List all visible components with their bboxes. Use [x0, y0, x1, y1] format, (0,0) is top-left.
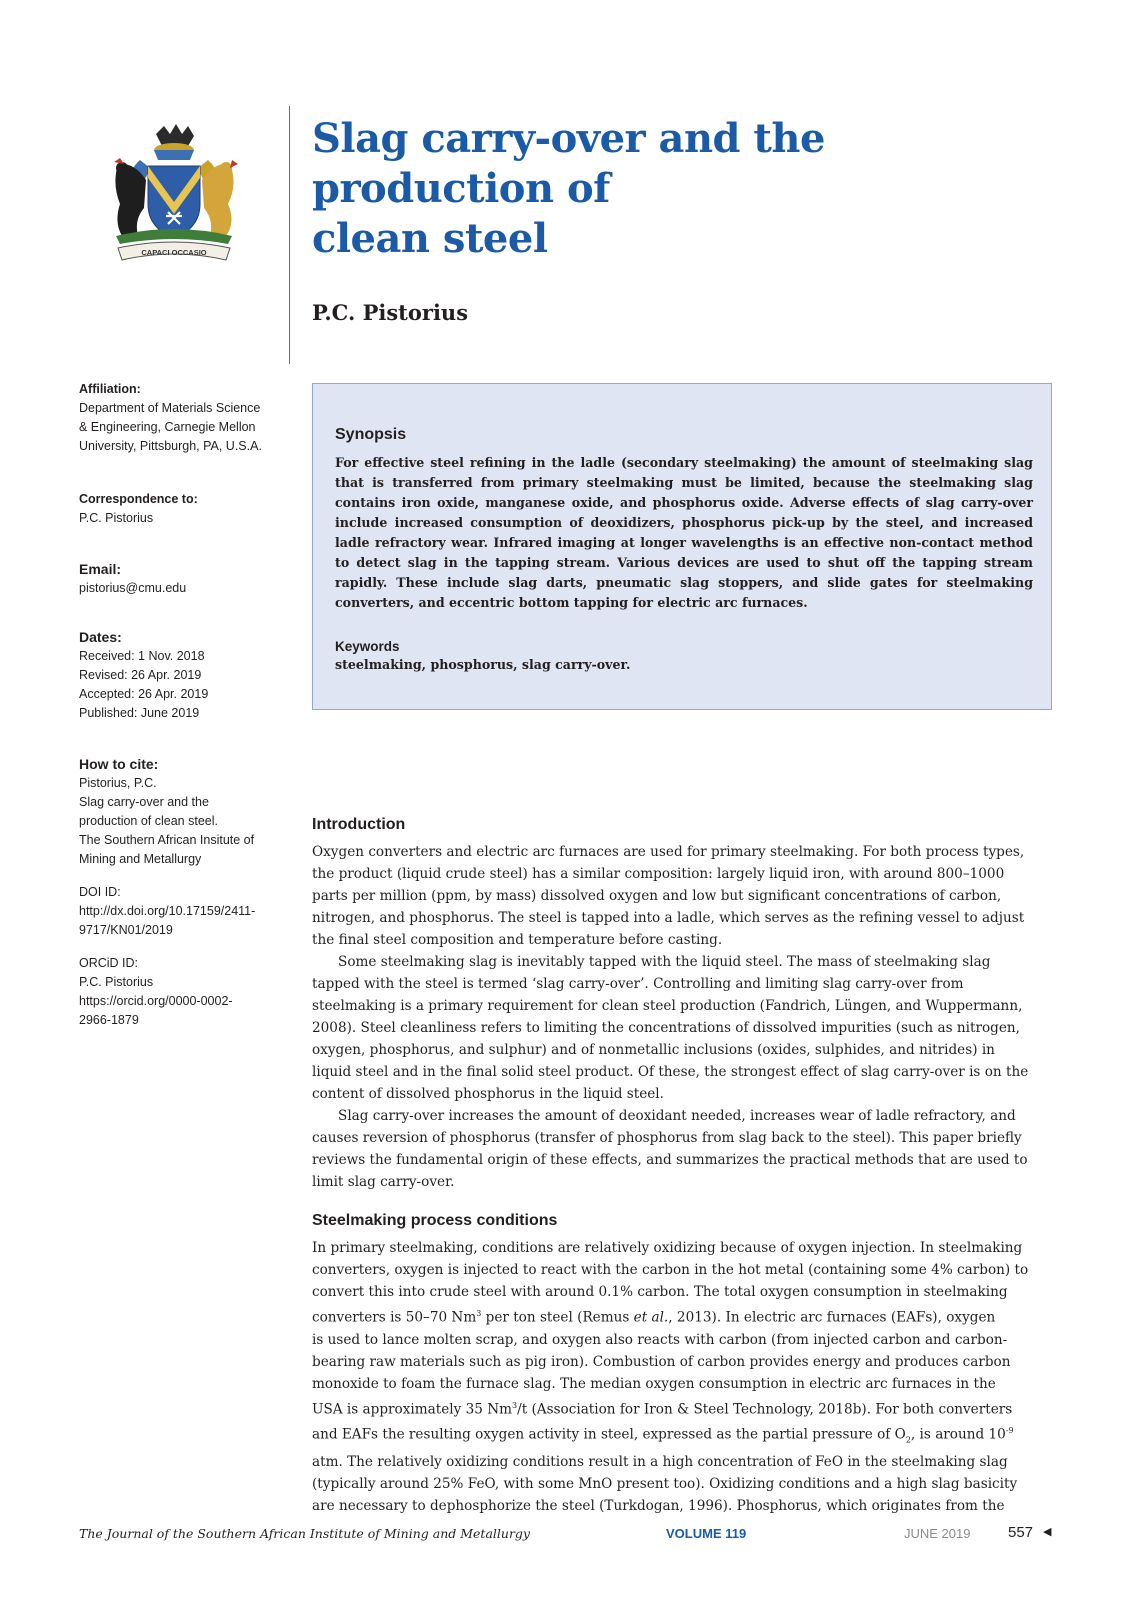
process-body: [312, 1237, 1048, 1517]
body-line: nitrogen, and phosphorus. The steel is tapped into a ladle, which serves as the refining vessel to adjust: [312, 910, 1025, 926]
body-line: Oxygen converters and electric arc furnaces are used for primary steelmaking. For both process types,: [312, 844, 1025, 860]
correspondence-block: [79, 490, 279, 528]
email-label: Email:: [79, 561, 122, 577]
doi-link-line[interactable]: 9717/KN01/2019: [79, 923, 173, 937]
text-run: , 2013). In electric arc furnaces (EAFs), oxygen: [668, 1309, 996, 1326]
keywords-heading: Keywords: [335, 639, 400, 654]
title-line: clean steel: [312, 215, 548, 262]
body-line: is used to lance molten scrap, and oxygen also reacts with carbon (from injected carbon and carbon-: [312, 1331, 1008, 1348]
superscript: 3: [512, 1400, 518, 1410]
affiliation-block: [79, 380, 279, 456]
synopsis-box: [312, 383, 1052, 710]
body-line: converters, oxygen is injected to react with the carbon in the hot metal (containing some 4% carbon) to: [312, 1262, 1029, 1278]
body-line: content of dissolved phosphorus in the liquid steel.: [312, 1086, 664, 1102]
synopsis-text: For effective steel refining in the ladle (secondary steelmaking) the amount of steelmaking slag that is transferred from primary steelmaking must be limited, because the steelmaking slag contains iron oxide, manganese oxide, and phosphorus oxide. Adverse effects of slag carry-over include increased consumption of deoxidizers, phosphorus pick-up by the steel, and increased ladle refractory wear. Infrared imaging at longer wavelengths is an effective non-contact method to detect slag in the tapping stream. Various devices are used to shut off the tapping stream rapidly. These include slag darts, pneumatic slag stoppers, and slide gates for steelmaking converters, and eccentric bottom tapping for electric arc furnaces.: [335, 455, 1033, 610]
body-line: Some steelmaking slag is inevitably tapped with the liquid steel. The mass of steelmaking slag: [338, 954, 991, 970]
text-run: /t (Association for Iron & Steel Technology, 2018b). For both converters: [517, 1401, 1013, 1418]
affiliation-line: & Engineering, Carnegie Mellon: [79, 420, 256, 434]
vertical-divider: [289, 106, 290, 364]
dates-label: Dates:: [79, 629, 122, 645]
body-line: causes reversion of phosphorus (transfer of phosphorus from slag back to the steel). This paper briefly: [312, 1130, 1022, 1146]
process-heading: Steelmaking process conditions: [312, 1212, 558, 1229]
body-line: reviews the fundamental origin of these effects, and summarizes the practical methods that are used to: [312, 1152, 1028, 1168]
cite-line: Slag carry-over and the: [79, 795, 209, 809]
orcid-block: [79, 954, 279, 1030]
body-line: bearing raw materials such as pig iron). Combustion of carbon provides energy and produces carbon: [312, 1353, 1011, 1370]
footer-journal-name: The Journal of the Southern African Institute of Mining and Metallurgy: [79, 1526, 530, 1541]
italic-run: et al.: [633, 1309, 669, 1326]
synopsis-heading: Synopsis: [335, 426, 407, 443]
cite-line: production of clean steel.: [79, 814, 218, 828]
body-line: atm. The relatively oxidizing conditions result in a high concentration of FeO in the steelmaking slag: [312, 1454, 1008, 1471]
affiliation-line: University, Pittsburgh, PA, U.S.A.: [79, 439, 262, 453]
date-line: Revised: 26 Apr. 2019: [79, 668, 202, 682]
text-run: per ton steel (Remus: [481, 1309, 634, 1326]
footer-date: JUNE 2019: [904, 1526, 971, 1541]
footer-volume: VOLUME 119: [666, 1526, 747, 1541]
article-title: [312, 114, 1052, 264]
body-line: are necessary to dephosphorize the steel (Turkdogan, 1996). Phosphorus, which originates from the: [312, 1498, 1005, 1515]
body-line: oxygen, phosphorus, and sulphur) and of nonmetallic inclusions (oxides, sulphides, and nitrides) in: [312, 1042, 995, 1058]
cite-block: [79, 755, 279, 869]
body-line: steelmaking is a primary requirement for clean steel production (Fandrich, Lüngen, and Wuppermann,: [312, 998, 1023, 1014]
affiliation-label: Affiliation:: [79, 382, 141, 396]
orcid-label: ORCiD ID:: [79, 956, 139, 970]
text-run: and EAFs the resulting oxygen activity in steel, expressed as the partial pressure of O: [312, 1426, 906, 1443]
email-block: [79, 560, 279, 598]
email-link[interactable]: pistorius@cmu.edu: [79, 581, 187, 595]
superscript: 3: [476, 1309, 482, 1318]
body-line: [312, 1303, 1048, 1329]
body-line: 2008). Steel cleanliness refers to limiting the concentrations of dissolved impurities (such as nitrogen,: [312, 1020, 1020, 1036]
cite-line: The Southern African Insitute of: [79, 833, 255, 847]
body-line: [312, 1395, 1048, 1421]
cite-line: Mining and Metallurgy: [79, 852, 202, 866]
correspondence-label: Correspondence to:: [79, 492, 198, 506]
body-line: convert this into crude steel with around 0.1% carbon. The total oxygen consumption in steelmaking: [312, 1284, 1008, 1300]
institute-crest-logo: [104, 124, 244, 269]
doi-block: [79, 883, 279, 940]
body-line: [312, 1420, 1048, 1451]
body-line: the final steel composition and temperature before casting.: [312, 932, 723, 948]
orcid-link-line[interactable]: 2966-1879: [79, 1013, 139, 1027]
body-line: the product (liquid crude steel) has a similar composition: largely liquid iron, with around 800–1000: [312, 866, 1005, 882]
body-line: In primary steelmaking, conditions are relatively oxidizing because of oxygen injection. In steelmaking: [312, 1240, 1023, 1256]
doi-label: DOI ID:: [79, 885, 121, 899]
doi-link-line[interactable]: http://dx.doi.org/10.17159/2411-: [79, 904, 256, 918]
cite-label: How to cite:: [79, 756, 159, 772]
article-info-sidebar: [79, 380, 279, 1038]
body-line: limit slag carry-over.: [312, 1174, 455, 1190]
orcid-line: P.C. Pistorius: [79, 975, 154, 989]
footer-page-number: 557: [1008, 1524, 1034, 1541]
correspondence-value: P.C. Pistorius: [79, 511, 154, 525]
text-run: converters is 50–70 Nm: [312, 1309, 477, 1326]
date-line: Received: 1 Nov. 2018: [79, 649, 205, 663]
body-line: liquid steel and in the final solid steel product. Of these, the strongest effect of slag carry-over is on the: [312, 1064, 1029, 1080]
keywords-text: steelmaking, phosphorus, slag carry-over.: [335, 657, 631, 672]
motto-text: CAPACI OCCASIO: [141, 248, 207, 257]
body-line: parts per million (ppm, by mass) dissolved oxygen and low but significant concentrations of carbon,: [312, 888, 1002, 904]
cite-line: Pistorius, P.C.: [79, 776, 157, 790]
text-run: USA is approximately 35 Nm: [312, 1401, 513, 1418]
subscript: 2: [905, 1435, 911, 1445]
introduction-body: [312, 841, 1048, 1193]
body-line: tapped with the steel is termed ‘slag carry-over’. Controlling and limiting slag carry-over from: [312, 976, 964, 992]
title-line: Slag carry-over and the production of: [312, 115, 825, 212]
author-name: P.C. Pistorius: [312, 300, 469, 325]
orcid-link-line[interactable]: https://orcid.org/0000-0002-: [79, 994, 233, 1008]
body-line: (typically around 25% FeO, with some MnO present too). Oxidizing conditions and a high slag basicity: [312, 1476, 1018, 1493]
date-line: Published: June 2019: [79, 706, 200, 720]
affiliation-line: Department of Materials Science: [79, 401, 261, 415]
body-line: Slag carry-over increases the amount of deoxidant needed, increases wear of ladle refractory, and: [338, 1108, 1016, 1124]
date-line: Accepted: 26 Apr. 2019: [79, 687, 209, 701]
dates-block: [79, 628, 279, 723]
body-line: monoxide to foam the furnace slag. The median oxygen consumption in electric arc furnaces in the: [312, 1375, 996, 1392]
introduction-heading: Introduction: [312, 816, 406, 833]
page-arrow-icon: ◀: [1043, 1525, 1052, 1538]
superscript: -9: [1005, 1426, 1014, 1436]
text-run: , is around 10: [910, 1426, 1006, 1443]
